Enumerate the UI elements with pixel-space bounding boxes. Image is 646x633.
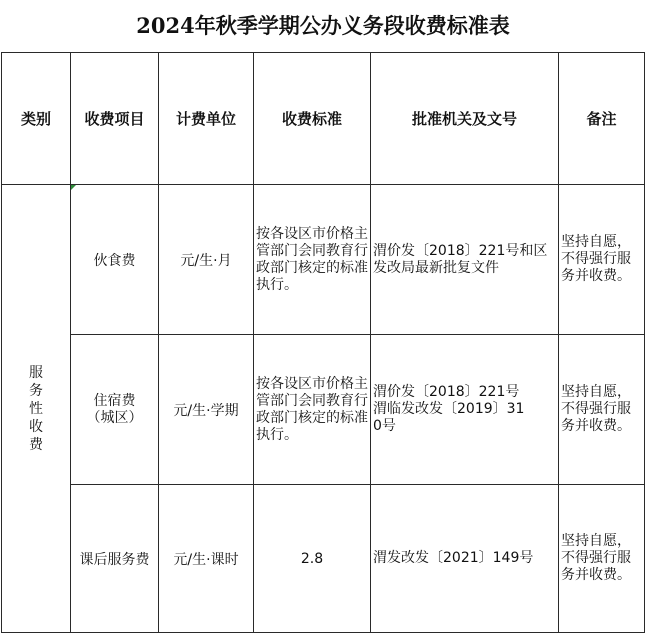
table-row [2, 485, 645, 633]
approval-cell: 渭价发〔2018〕221号和区发改局最新批复文件 [371, 185, 559, 335]
header-note: 备注 [559, 53, 645, 185]
standard-cell: 按各设区市价格主管部门会同教育行政部门核定的标准执行。 [254, 335, 371, 485]
header-unit: 计费单位 [159, 53, 254, 185]
category-cell [2, 185, 71, 633]
note-cell: 坚持自愿，不得强行服务并收费。 [559, 335, 645, 485]
approval-text: 渭价发〔2018〕221号渭临发改发〔2019〕310号 [373, 384, 525, 434]
note-cell: 坚持自愿，不得强行服务并收费。 [559, 485, 645, 633]
unit-cell: 元/生·学期 [159, 335, 254, 485]
cell-marker-icon [71, 185, 76, 190]
page-title: 2024年秋季学期公办义务段收费标准表 [136, 13, 510, 38]
item-cell: 课后服务费 [71, 485, 159, 633]
category-label: 服务性收费 [29, 364, 43, 453]
approval-cell: 渭发改发〔2021〕149号 [371, 485, 559, 633]
header-category: 类别 [2, 53, 71, 185]
item-cell [71, 335, 159, 485]
table-row [2, 335, 645, 485]
item-cell: 伙食费 [71, 185, 159, 335]
approval-cell [371, 335, 559, 485]
header-item: 收费项目 [71, 53, 159, 185]
unit-cell: 元/生·课时 [159, 485, 254, 633]
fee-table [1, 52, 645, 633]
unit-cell: 元/生·月 [159, 185, 254, 335]
table-row [2, 185, 645, 335]
header-standard: 收费标准 [254, 53, 371, 185]
note-cell: 坚持自愿，不得强行服务并收费。 [559, 185, 645, 335]
standard-cell: 按各设区市价格主管部门会同教育行政部门核定的标准执行。 [254, 185, 371, 335]
standard-cell: 2.8 [254, 485, 371, 633]
item-label: 住宿费（城区） [86, 392, 143, 426]
header-approval: 批准机关及文号 [371, 53, 559, 185]
table-header-row [2, 53, 645, 185]
